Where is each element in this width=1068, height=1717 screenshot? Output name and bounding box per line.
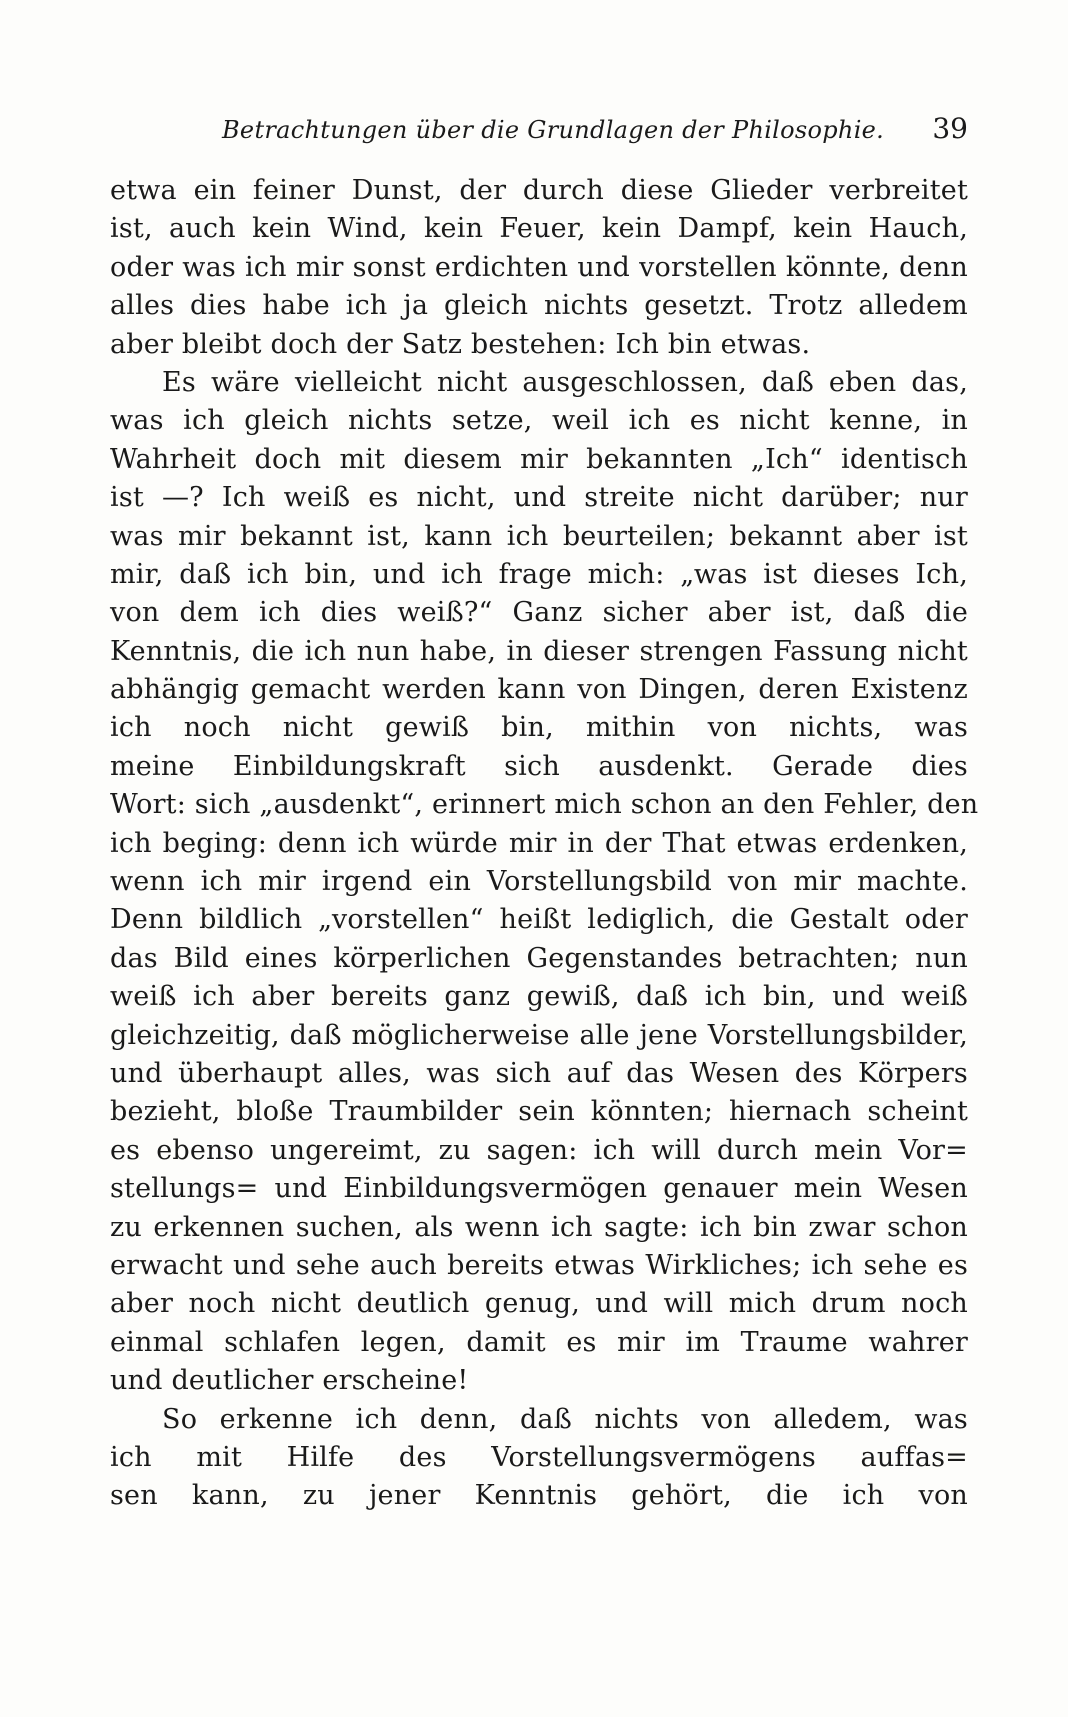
body-text [110,172,979,1516]
running-head [110,112,968,152]
text-line: meine Einbildungskraft sich ausdenkt. Gerade dies [110,750,968,782]
text-line: Wahrheit doch mit diesem mir bekannten „Ich“ identisch [110,443,968,475]
text-line: Wort: sich „ausdenkt“, erinnert mich schon an den Fehler, den [110,789,979,821]
running-title: Betrachtungen über die Grundlagen der Philosophie. [222,116,885,144]
text-line: ich beging: denn ich würde mir in der That etwas erdenken, [110,827,968,859]
text-line: wenn ich mir irgend ein Vorstellungsbild von mir machte. [110,866,968,898]
text-line: einmal schlafen legen, damit es mir im Traume wahrer [110,1326,968,1358]
text-line: ich mit Hilfe des Vorstellungsvermögens auffas= [110,1441,968,1473]
text-line: von dem ich dies weiß?“ Ganz sicher aber ist, daß die [110,597,968,629]
text-line: Kenntnis, die ich nun habe, in dieser strengen Fassung nicht [110,635,968,667]
text-line: ist, auch kein Wind, kein Feuer, kein Dampf, kein Hauch, [110,213,968,245]
text-line: Es wäre vielleicht nicht ausgeschlossen, daß eben das, [162,366,968,398]
text-line: und überhaupt alles, was sich auf das Wesen des Körpers [110,1057,968,1089]
page-number: 39 [932,112,968,145]
text-line: oder was ich mir sonst erdichten und vorstellen könnte, denn [110,251,968,283]
text-line: das Bild eines körperlichen Gegenstandes betrachten; nun [110,942,968,974]
text-line: abhängig gemacht werden kann von Dingen, deren Existenz [110,674,968,706]
text-line: stellungs= und Einbildungsvermögen genauer mein Wesen [110,1173,968,1205]
text-line: zu erkennen suchen, als wenn ich sagte: ich bin zwar schon [110,1211,968,1243]
text-line: mir, daß ich bin, und ich frage mich: „was ist dieses Ich, [110,558,968,590]
text-line: aber noch nicht deutlich genug, und will mich drum noch [110,1288,968,1320]
text-line: weiß ich aber bereits ganz gewiß, daß ich bin, und weiß [110,981,968,1013]
text-line: was mir bekannt ist, kann ich beurteilen; bekannt aber ist [110,520,968,552]
text-line: ist —? Ich weiß es nicht, und streite nicht darüber; nur [110,482,968,514]
text-line: und deutlicher erscheine! [110,1365,469,1397]
text-line: So erkenne ich denn, daß nichts von alledem, was [162,1403,968,1435]
text-line: gleichzeitig, daß möglicherweise alle jene Vorstellungsbilder, [110,1019,968,1051]
text-line: aber bleibt doch der Satz bestehen: Ich bin etwas. [110,328,811,360]
text-line: ich noch nicht gewiß bin, mithin von nichts, was [110,712,968,744]
text-line: sen kann, zu jener Kenntnis gehört, die ich von [110,1480,968,1512]
text-line: etwa ein feiner Dunst, der durch diese Glieder verbreitet [110,175,968,206]
text-line: was ich gleich nichts setze, weil ich es nicht kenne, in [110,405,968,437]
text-line: es ebenso ungereimt, zu sagen: ich will durch mein Vor= [110,1134,968,1166]
text-line: erwacht und sehe auch bereits etwas Wirkliches; ich sehe es [110,1249,968,1281]
text-line: alles dies habe ich ja gleich nichts gesetzt. Trotz alledem [110,290,968,322]
text-line: bezieht, bloße Traumbilder sein könnten; hiernach scheint [110,1096,968,1128]
text-line: Denn bildlich „vorstellen“ heißt lediglich, die Gestalt oder [110,904,968,936]
